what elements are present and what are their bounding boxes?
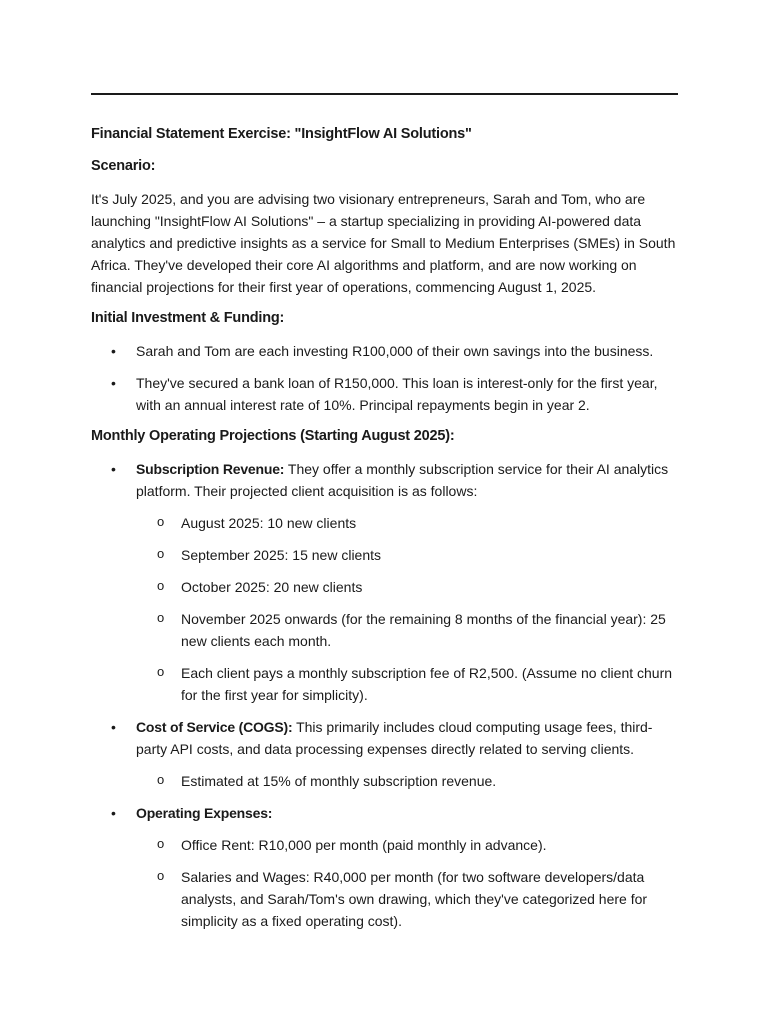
projections-heading: Monthly Operating Projections (Starting August 2025): [91,428,455,444]
cogs-text: This primarily includes cloud computing usage fees, third-party API costs, and data processing expenses directly related to serving clients. [136,719,653,757]
header-rule [91,93,678,95]
subscription-sublist [136,512,678,706]
list-item-text: August 2025: 10 new clients [181,515,357,531]
list-item-text: Salaries and Wages: R40,000 per month (for two software developers/data analysts, and Sarah/Tom's own drawing, which they've categorized here for simplicity as a fixed operating cost). [181,869,648,929]
list-item-text: November 2025 onwards (for the remaining 8 months of the financial year): 25 new clients each month. [181,611,666,649]
subscription-item [91,458,678,706]
scenario-heading: Scenario: [91,158,156,174]
bullet-icon: • [111,805,116,821]
document-title: Financial Statement Exercise: "InsightFlow AI Solutions" [91,126,472,142]
list-item [91,372,678,416]
opex-lead: Operating Expenses: [136,805,273,821]
list-item [91,340,678,362]
list-item [136,544,678,566]
document-body [91,124,678,942]
bullet-icon: • [111,461,116,477]
list-item [136,576,678,598]
list-item-text: They've secured a bank loan of R150,000. This loan is interest-only for the first year, with an annual interest rate of 10%. Principal repayments begin in year 2. [136,375,658,413]
cogs-lead: Cost of Service (COGS): [136,719,293,735]
sub-bullet-icon: o [157,578,165,593]
cogs-sublist [136,770,678,792]
list-item [136,662,678,706]
cogs-item [91,716,678,792]
bullet-icon: • [111,375,116,391]
list-item-text: Each client pays a monthly subscription fee of R2,500. (Assume no client churn for the first year for simplicity). [181,665,673,703]
sub-bullet-icon: o [157,836,165,851]
sub-bullet-icon: o [157,868,165,883]
investment-list [91,340,678,416]
list-item-text: Estimated at 15% of monthly subscription revenue. [181,773,497,789]
list-item-text: September 2025: 15 new clients [181,547,382,563]
subscription-lead: Subscription Revenue: [136,461,285,477]
bullet-icon: • [111,343,116,359]
projections-list [91,458,678,932]
list-item [136,770,678,792]
sub-bullet-icon: o [157,772,165,787]
list-item-text: Sarah and Tom are each investing R100,000 of their own savings into the business. [136,343,654,359]
sub-bullet-icon: o [157,664,165,679]
sub-bullet-icon: o [157,514,165,529]
list-item [136,834,678,856]
opex-item [91,802,678,932]
bullet-icon: • [111,719,116,735]
sub-bullet-icon: o [157,546,165,561]
list-item-text: Office Rent: R10,000 per month (paid monthly in advance). [181,837,547,853]
list-item [136,512,678,534]
list-item [136,866,678,932]
subscription-text: They offer a monthly subscription service for their AI analytics platform. Their projected client acquisition is as follows: [136,461,669,499]
sub-bullet-icon: o [157,610,165,625]
list-item [136,608,678,652]
opex-sublist [136,834,678,932]
investment-heading: Initial Investment & Funding: [91,310,285,326]
list-item-text: October 2025: 20 new clients [181,579,363,595]
scenario-paragraph: It's July 2025, and you are advising two visionary entrepreneurs, Sarah and Tom, who are launching "InsightFlow AI Solutions" – a startup specializing in providing AI-powered data analytics and predictive insights as a service for Small to Medium Enterprises (SMEs) in South Africa. They've developed their core AI algorithms and platform, and are now working on financial projections for their first year of operations, commencing August 1, 2025. [91,191,676,295]
